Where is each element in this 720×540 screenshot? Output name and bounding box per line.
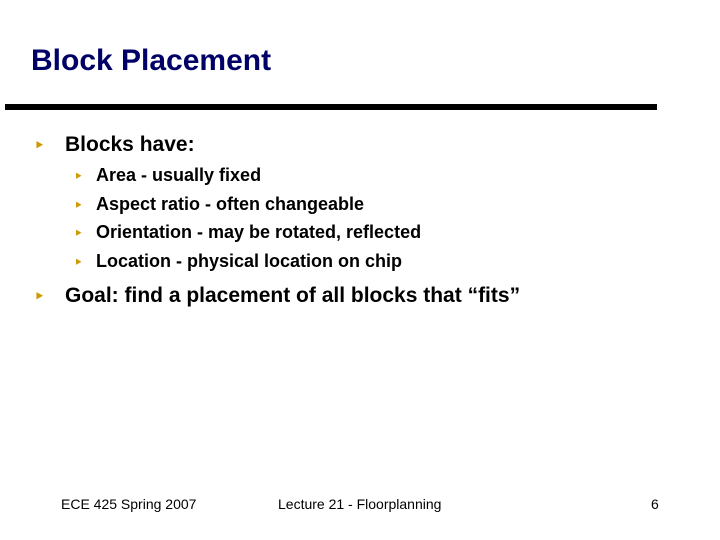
bullet-icon: ‣ xyxy=(34,136,45,156)
sub-bullet-area xyxy=(74,165,261,186)
slide-title: Block Placement xyxy=(31,44,272,77)
bullet-icon: ‣ xyxy=(74,255,83,271)
footer-course: ECE 425 Spring 2007 xyxy=(61,496,197,512)
sub-bullet-text: Aspect ratio - often changeable xyxy=(96,194,365,214)
sub-bullet-aspect-ratio xyxy=(74,194,364,215)
bullet-goal xyxy=(34,284,520,308)
sub-bullet-text: Location - physical location on chip xyxy=(96,251,403,271)
footer-lecture: Lecture 21 - Floorplanning xyxy=(278,496,442,512)
bullet-blocks-have xyxy=(34,133,195,157)
sub-bullet-text: Orientation - may be rotated, reflected xyxy=(96,222,422,242)
bullet-text: Blocks have: xyxy=(65,133,195,156)
bullet-icon: ‣ xyxy=(74,169,83,185)
bullet-icon: ‣ xyxy=(74,226,83,242)
bullet-text: Goal: find a placement of all blocks that “fits” xyxy=(65,284,521,307)
page-number: 6 xyxy=(651,496,659,512)
sub-bullet-text: Area - usually fixed xyxy=(96,165,262,185)
bullet-icon: ‣ xyxy=(34,287,45,307)
sub-bullet-orientation xyxy=(74,222,421,243)
sub-bullet-location xyxy=(74,251,402,272)
bullet-icon: ‣ xyxy=(74,198,83,214)
title-divider xyxy=(5,104,657,110)
